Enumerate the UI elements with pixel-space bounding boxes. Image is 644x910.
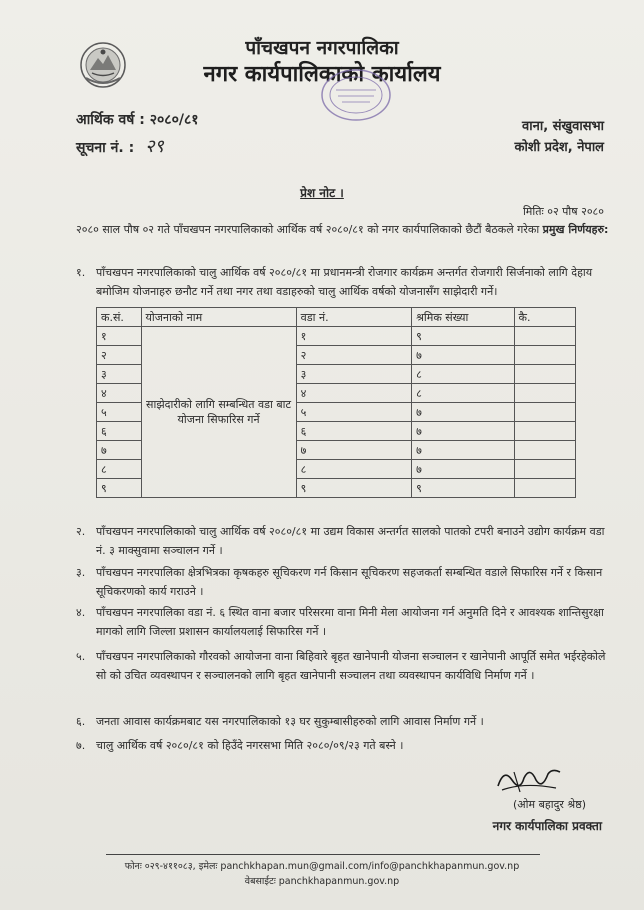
signatory-title: नगर कार्यपालिका प्रवक्ता	[492, 819, 602, 833]
footer-divider	[106, 854, 540, 855]
decision-number: ७.	[76, 739, 86, 752]
employment-projects-table	[96, 307, 576, 498]
ward-cell: ९	[296, 479, 411, 498]
footer-contact: फोनः ०२९-४११०८३, इमेलः panchkhapan.mun@gmail.com/info@panchkhapanmun.gov.np	[124, 861, 520, 872]
workers-cell: ८	[412, 365, 514, 384]
intro-text: २०८० साल पौष ०२ गते पाँचखपन नगरपालिकाको आर्थिक वर्ष २०८०/८१ को नगर कार्यपालिकाको छैटौं बैठकले गरेका	[76, 223, 540, 236]
workers-cell: ७	[412, 422, 514, 441]
ward-cell: १	[296, 327, 411, 346]
notice-number	[76, 134, 164, 158]
intro-heading: प्रमुख निर्णयहरु:	[542, 223, 609, 236]
decision-text: पाँचखपन नगरपालिका वडा नं. ६ स्थित वाना बजार परिसरमा वाना मिनी मेला आयोजना गर्न अनुमति दिने र आवश्यक शान्तिसुरक्षा मागको लागि जिल्ला प्रशासन कार्यालयलाई सिफारिस गर्ने ।	[96, 606, 604, 638]
decision-number: १.	[76, 266, 86, 279]
decision-text: चालु आर्थिक वर्ष २०८०/८१ को हिउँदे नगरसभा मिति २०८०/०९/२३ गते बस्ने ।	[96, 739, 404, 752]
remarks-cell	[514, 441, 576, 460]
decision-item	[76, 263, 610, 301]
fiscal-year: आर्थिक वर्ष : २०८०/८१	[76, 112, 199, 128]
decision-number: ४.	[76, 606, 86, 619]
footer-website: वेबसाईटः panchkhapanmun.gov.np	[244, 876, 400, 887]
header-workers: श्रमिक संख्या	[412, 308, 514, 327]
serial-cell: ८	[97, 460, 142, 479]
serial-cell: ४	[97, 384, 142, 403]
document-date: मितिः ०२ पौष २०८०	[522, 205, 604, 218]
decision-item	[76, 522, 610, 560]
table-header-row	[97, 308, 576, 327]
decision-number: २.	[76, 525, 86, 538]
serial-cell: ६	[97, 422, 142, 441]
ward-cell: ४	[296, 384, 411, 403]
notice-number-label: सूचना नं. :	[76, 140, 135, 156]
remarks-cell	[514, 460, 576, 479]
decision-text: पाँचखपन नगरपालिकाको चालु आर्थिक वर्ष २०८०/८१ मा उद्यम विकास अन्तर्गत सालको पातको टपरी बनाउने उद्योग कार्यक्रम वडा नं. ३ माक्सुवामा सञ्चालन गर्ने ।	[96, 525, 605, 557]
address-line-2: कोशी प्रदेश, नेपाल	[514, 140, 604, 155]
workers-cell: ८	[412, 384, 514, 403]
decision-number: ६.	[76, 715, 86, 728]
workers-cell: ७	[412, 460, 514, 479]
remarks-cell	[514, 384, 576, 403]
serial-cell: ७	[97, 441, 142, 460]
decision-text: जनता आवास कार्यक्रमबाट यस नगरपालिकाको १३ घर सुकुम्बासीहरुको लागि आवास निर्माण गर्ने ।	[96, 715, 484, 728]
ward-cell: ३	[296, 365, 411, 384]
notice-number-value: २९	[145, 136, 164, 157]
remarks-cell	[514, 327, 576, 346]
decision-item	[76, 712, 610, 731]
decision-text: पाँचखपन नगरपालिका क्षेत्रभित्रका कृषकहरु सूचिकरण गर्न किसान सूचिकरण सहजकर्ता सम्बन्धित वडाले सिफारिस गर्ने र किसान सूचिकरणको कार्य गराउने ।	[96, 566, 603, 598]
org-name: पाँचखपन नगरपालिका	[245, 37, 399, 59]
ward-cell: २	[296, 346, 411, 365]
header-remarks: कै.	[514, 308, 576, 327]
workers-cell: ९	[412, 327, 514, 346]
press-note-title: प्रेश नोट ।	[300, 186, 344, 200]
remarks-cell	[514, 365, 576, 384]
workers-cell: ९	[412, 479, 514, 498]
office-name: नगर कार्यपालिकाको कार्यालय	[203, 62, 441, 87]
ward-cell: ७	[296, 441, 411, 460]
workers-cell: ७	[412, 346, 514, 365]
remarks-cell	[514, 422, 576, 441]
remarks-cell	[514, 479, 576, 498]
decision-item	[76, 563, 610, 601]
signatory-name: (ओम बहादुर श्रेष्ठ)	[513, 798, 586, 811]
header-ward: वडा नं.	[296, 308, 411, 327]
serial-cell: ५	[97, 403, 142, 422]
header-project-name: योजनाको नाम	[141, 308, 296, 327]
decision-number: ३.	[76, 566, 86, 579]
serial-cell: २	[97, 346, 142, 365]
address-line-1: वाना, संखुवासभा	[522, 119, 604, 134]
decision-item	[76, 736, 610, 755]
decision-text: पाँचखपन नगरपालिकाको चालु आर्थिक वर्ष २०८०/८१ मा प्रधानमन्त्री रोजगार कार्यक्रम अन्तर्गत रोजगारी सिर्जनाको लागि देहाय बमोजिम योजनाहरु छनौट गर्ने तथा नगर तथा वडाहरुको चालु आर्थिक वर्षको योजनासँग साझेदारी गर्ने।	[96, 266, 593, 298]
decision-number: ५.	[76, 650, 86, 663]
office-stamp-icon	[318, 66, 394, 124]
remarks-cell	[514, 403, 576, 422]
table-row	[97, 327, 576, 346]
intro-paragraph	[76, 221, 610, 239]
decision-item	[76, 647, 610, 685]
project-name-cell: साझेदारीको लागि सम्बन्धित वडा बाट योजना सिफारिस गर्ने	[141, 327, 296, 498]
workers-cell: ७	[412, 403, 514, 422]
serial-cell: ३	[97, 365, 142, 384]
serial-cell: १	[97, 327, 142, 346]
remarks-cell	[514, 346, 576, 365]
decision-text: पाँचखपन नगरपालिकाको गौरवको आयोजना वाना बिहिवारे बृहत खानेपानी योजना सञ्चालन र खानेपानी आपूर्ति समेत भईरहेकोले सो को उचित व्यवस्थापन र सञ्चालनको लागि बृहत खानेपानी सञ्चालन तथा व्यवस्थापन कार्यविधि निर्माण गर्ने ।	[96, 650, 606, 682]
ward-cell: ८	[296, 460, 411, 479]
signature-icon	[494, 762, 564, 796]
workers-cell: ७	[412, 441, 514, 460]
ward-cell: ६	[296, 422, 411, 441]
decision-item	[76, 603, 610, 641]
header-serial: क.सं.	[97, 308, 142, 327]
ward-cell: ५	[296, 403, 411, 422]
serial-cell: ९	[97, 479, 142, 498]
